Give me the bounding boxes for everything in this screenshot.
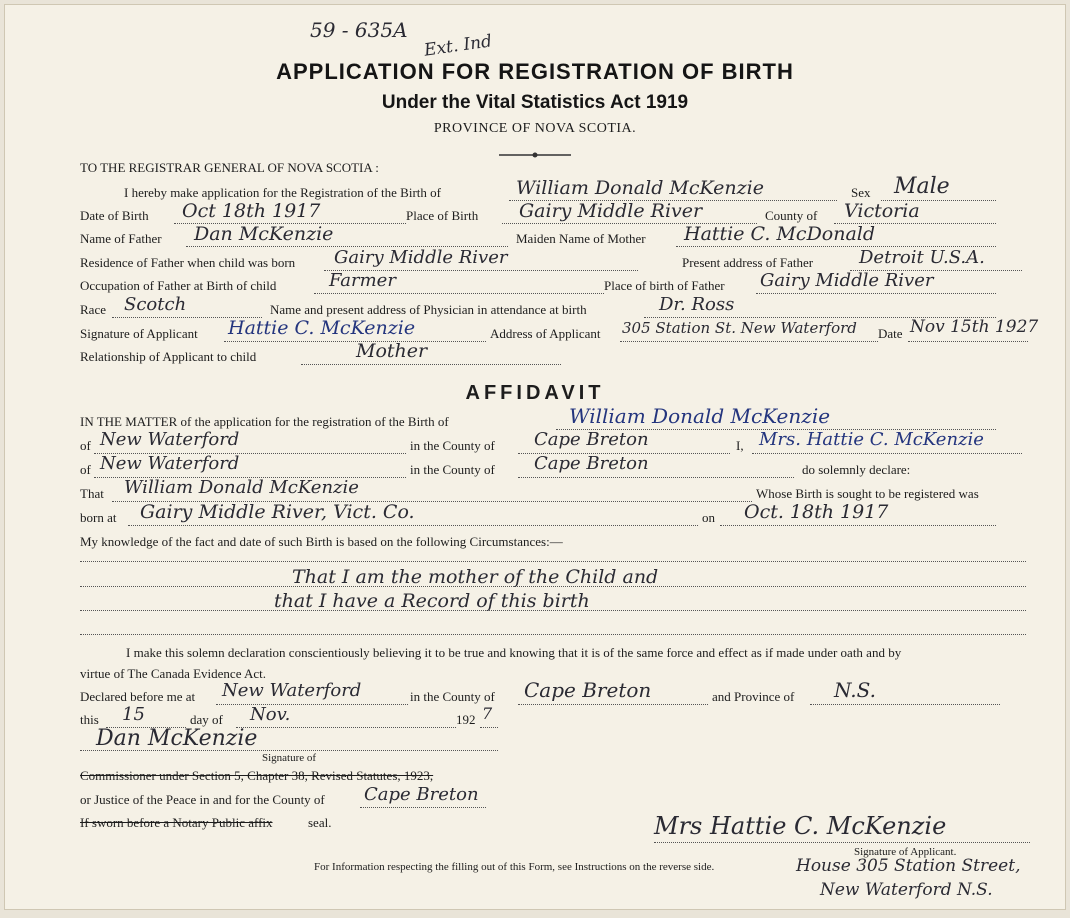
year-prefix: 192 [456, 712, 476, 727]
day-value: 15 [122, 704, 145, 725]
mother-label: Maiden Name of Mother [516, 231, 646, 246]
signature-of-label: Signature of [262, 752, 317, 764]
county-label: County of [765, 208, 818, 223]
decl-county-label: in the County of [410, 689, 495, 704]
present-address-value: Detroit U.S.A. [859, 247, 985, 268]
header-ornament [499, 146, 571, 152]
province-heading: PROVINCE OF NOVA SCOTIA. [433, 121, 637, 136]
notary-line: If sworn before a Notary Public affix [80, 815, 273, 830]
affidavit-heading: AFFIDAVIT [465, 382, 605, 404]
county-value-2: Cape Breton [534, 453, 649, 474]
declared-at-value: New Waterford [222, 680, 362, 701]
applicant-final-signature: Mrs Hattie C. McKenzie [654, 812, 947, 840]
file-number-annotation: 59 - 635A [310, 18, 408, 42]
declaration-line-1: I make this solemn declaration conscientiously believing it to be true and knowing that it is of the same force and effect as if made under oath and by [126, 645, 902, 660]
occupation-label: Occupation of Father at Birth of child [80, 278, 277, 293]
month-value: Nov. [250, 704, 291, 725]
born-on-value: Oct. 18th 1917 [744, 501, 889, 523]
in-county-label: in the County of [410, 438, 495, 453]
i-label: I, [736, 438, 744, 453]
province-value: N.S. [834, 678, 876, 702]
commissioner-signature: Dan McKenzie [96, 726, 258, 751]
father-value: Dan McKenzie [194, 223, 334, 245]
footer-instructions: For Information respecting the filling out of this Form, see Instructions on the reverse side. [314, 861, 715, 873]
sex-value: Male [894, 174, 950, 199]
county-value: Victoria [844, 200, 920, 222]
footer-address-2: New Waterford N.S. [820, 880, 993, 900]
residence-value: Gairy Middle River [334, 247, 508, 268]
county-value-1: Cape Breton [534, 429, 649, 450]
declare-label: do solemnly declare: [802, 462, 911, 477]
mother-value: Hattie C. McDonald [684, 223, 876, 245]
applicant-address-label: Address of Applicant [490, 326, 601, 341]
present-address-label: Present address of Father [682, 255, 814, 270]
province-label: and Province of [712, 689, 795, 704]
signature-label: Signature of Applicant [80, 326, 198, 341]
residence-label: Residence of Father when child was born [80, 255, 296, 270]
of-value: New Waterford [100, 429, 240, 450]
physician-label: Name and present address of Physician in attendance at birth [270, 302, 587, 317]
applicant-address-value: 305 Station St. New Waterford [622, 319, 857, 337]
relationship-value: Mother [356, 340, 428, 362]
day-of-label: day of [190, 712, 223, 727]
date-value: Nov 15th 1927 [910, 317, 1039, 337]
dob-value: Oct 18th 1917 [182, 200, 321, 222]
whose-birth-label: Whose Birth is sought to be registered was [756, 486, 979, 501]
father-birthplace-label: Place of birth of Father [604, 278, 725, 293]
born-at-label: born at [80, 510, 117, 525]
matter-name: William Donald McKenzie [569, 404, 831, 428]
circumstances-line-1: That I am the mother of the Child and [292, 566, 659, 588]
of-label: of [80, 438, 91, 453]
pob-value: Gairy Middle River [519, 200, 703, 222]
race-value: Scotch [124, 294, 187, 315]
applicant-signature: Hattie C. McKenzie [228, 317, 416, 339]
declarant-name: Mrs. Hattie C. McKenzie [759, 429, 984, 450]
child-name: William Donald McKenzie [516, 177, 764, 199]
that-name: William Donald McKenzie [124, 477, 359, 498]
physician-value: Dr. Ross [659, 294, 735, 315]
pob-label: Place of Birth [406, 208, 479, 223]
of-label-2: of [80, 462, 91, 477]
dob-label: Date of Birth [80, 208, 149, 223]
ext-ind-annotation: Ext. Ind [422, 31, 494, 61]
signature-of-applicant-label: Signature of Applicant. [854, 846, 957, 858]
declared-before-label: Declared before me at [80, 689, 196, 704]
matter-label: IN THE MATTER of the application for the registration of the Birth of [80, 414, 449, 429]
justice-county-value: Cape Breton [364, 784, 479, 805]
document-subtitle: Under the Vital Statistics Act 1919 [381, 92, 689, 113]
relationship-label: Relationship of Applicant to child [80, 349, 257, 364]
sex-label: Sex [851, 185, 871, 200]
on-label: on [702, 510, 715, 525]
of-value-2: New Waterford [100, 453, 240, 474]
declaration-line-2: virtue of The Canada Evidence Act. [80, 666, 267, 681]
born-at-value: Gairy Middle River, Vict. Co. [140, 501, 415, 523]
in-county-label-2: in the County of [410, 462, 495, 477]
notary-seal-label: seal. [308, 815, 332, 830]
decl-county-value: Cape Breton [524, 678, 652, 702]
document-title: APPLICATION FOR REGISTRATION OF BIRTH [276, 59, 794, 84]
justice-label: or Justice of the Peace in and for the County of [80, 792, 325, 807]
addressee: TO THE REGISTRAR GENERAL OF NOVA SCOTIA : [80, 160, 379, 175]
race-label: Race [80, 302, 106, 317]
circumstances-line-2: that I have a Record of this birth [274, 590, 590, 612]
knowledge-label: My knowledge of the fact and date of such Birth is based on the following Circumstances:— [80, 534, 563, 549]
occupation-value: Farmer [329, 270, 396, 291]
year-suffix: 7 [482, 704, 493, 723]
that-label: That [80, 486, 104, 501]
commissioner-line: Commissioner under Section 5, Chapter 38, Revised Statutes, 1923, [80, 768, 434, 783]
footer-address-1: House 305 Station Street, [796, 856, 1021, 876]
intro-label: I hereby make application for the Registration of the Birth of [124, 185, 441, 200]
date-label: Date [878, 326, 903, 341]
birth-registration-document [4, 4, 1066, 910]
this-label: this [80, 712, 99, 727]
father-label: Name of Father [80, 231, 162, 246]
father-birthplace-value: Gairy Middle River [760, 270, 934, 291]
